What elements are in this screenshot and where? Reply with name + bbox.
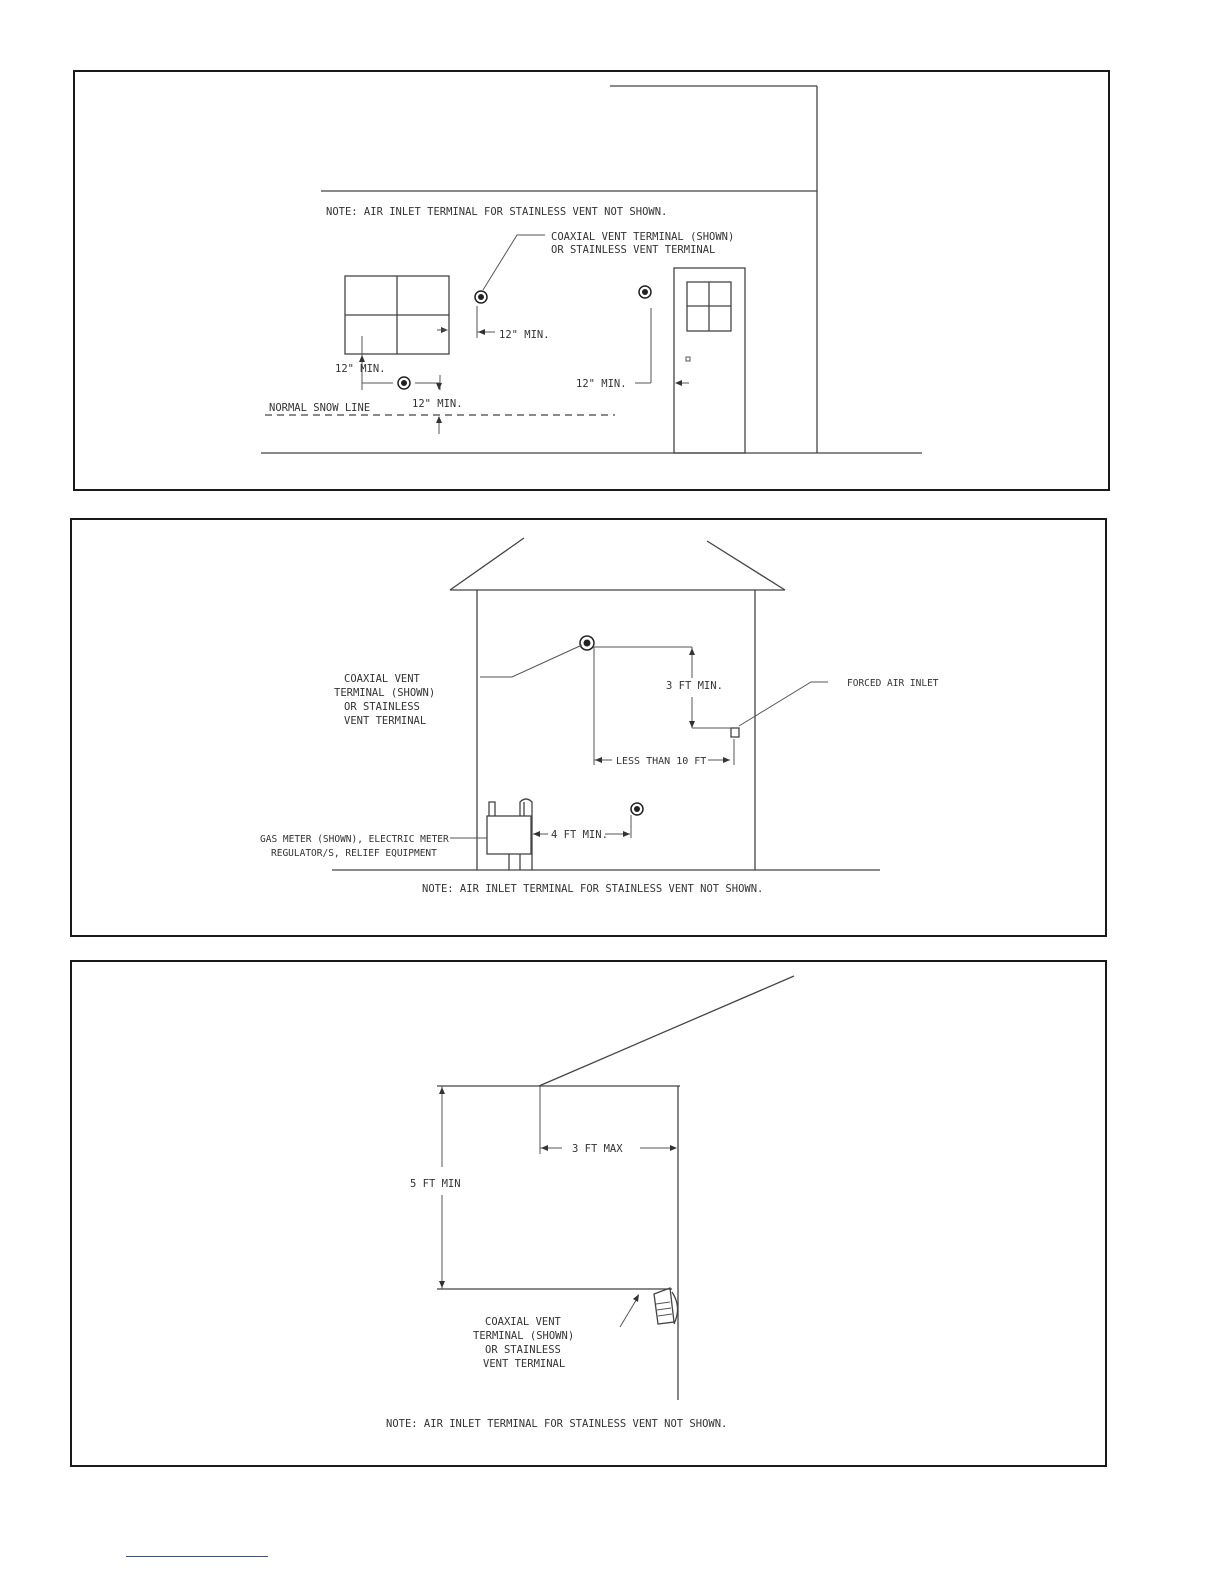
roof-right [707,541,785,590]
figure2-note: NOTE: AIR INLET TERMINAL FOR STAINLESS VENT NOT SHOWN. [422,883,764,895]
dim-5ft-min: 5 FT MIN [410,1178,461,1190]
page-footer-rule [126,1556,268,1557]
snow-line-label: NORMAL SNOW LINE [269,402,371,414]
vent-label-line1: COAXIAL VENT [344,673,420,685]
vent-terminal-icon [631,803,643,815]
vent-leader [480,645,582,677]
dim-3ft-min: 3 FT MIN. [666,680,723,692]
vent-label-line3: OR STAINLESS [344,701,420,713]
dim-3ft-max: 3 FT MAX [572,1143,623,1155]
figure-overhang-clearance [70,960,1107,1467]
dim-window-below: 12" MIN. [335,363,386,375]
dim-snow: 12" MIN. [412,398,463,410]
vent-label-line2: TERMINAL (SHOWN) [334,687,436,699]
vent-terminal-icon [580,636,594,650]
vent-label-line2: OR STAINLESS VENT TERMINAL [551,244,716,256]
vent-label-line1: COAXIAL VENT TERMINAL (SHOWN) [551,231,735,243]
forced-air-label: FORCED AIR INLET [847,678,939,689]
vent-leader [620,1297,638,1327]
gas-meter [487,816,531,854]
vent-label-line2: TERMINAL (SHOWN) [473,1330,575,1342]
figure1-drawing [75,72,1112,493]
roof-left [450,538,524,590]
forced-air-leader [739,682,828,726]
figure3-drawing [72,962,1109,1469]
figure3-note: NOTE: AIR INLET TERMINAL FOR STAINLESS VENT NOT SHOWN. [386,1418,728,1430]
vent-label-line1: COAXIAL VENT [485,1316,561,1328]
vent-terminal-icon [654,1288,678,1324]
door-knob [686,357,690,361]
dim-less-than-10ft: LESS THAN 10 FT [616,756,707,767]
vent-label-line4: VENT TERMINAL [483,1358,566,1370]
figure1-note: NOTE: AIR INLET TERMINAL FOR STAINLESS VENT NOT SHOWN. [326,206,668,218]
meter-label-line1: GAS METER (SHOWN), ELECTRIC METER [260,834,449,845]
figure-snow-line-clearances [73,70,1110,491]
dim-window-side: 12" MIN. [499,329,550,341]
vent-label-line4: VENT TERMINAL [344,715,427,727]
vent-terminal-icon [398,377,410,389]
roof-slope [539,976,794,1086]
forced-air-inlet-box [731,728,739,737]
figure2-drawing [72,520,1109,939]
vent-terminal-icon [475,291,487,303]
vent-leader [483,235,545,290]
dim-4ft-min: 4 FT MIN. [551,829,608,841]
dim-door: 12" MIN. [576,378,627,390]
figure-forced-air-meter-clearances [70,518,1107,937]
vent-terminal-icon [639,286,651,298]
vent-label-line3: OR STAINLESS [485,1344,561,1356]
meter-label-line2: REGULATOR/S, RELIEF EQUIPMENT [271,848,437,859]
